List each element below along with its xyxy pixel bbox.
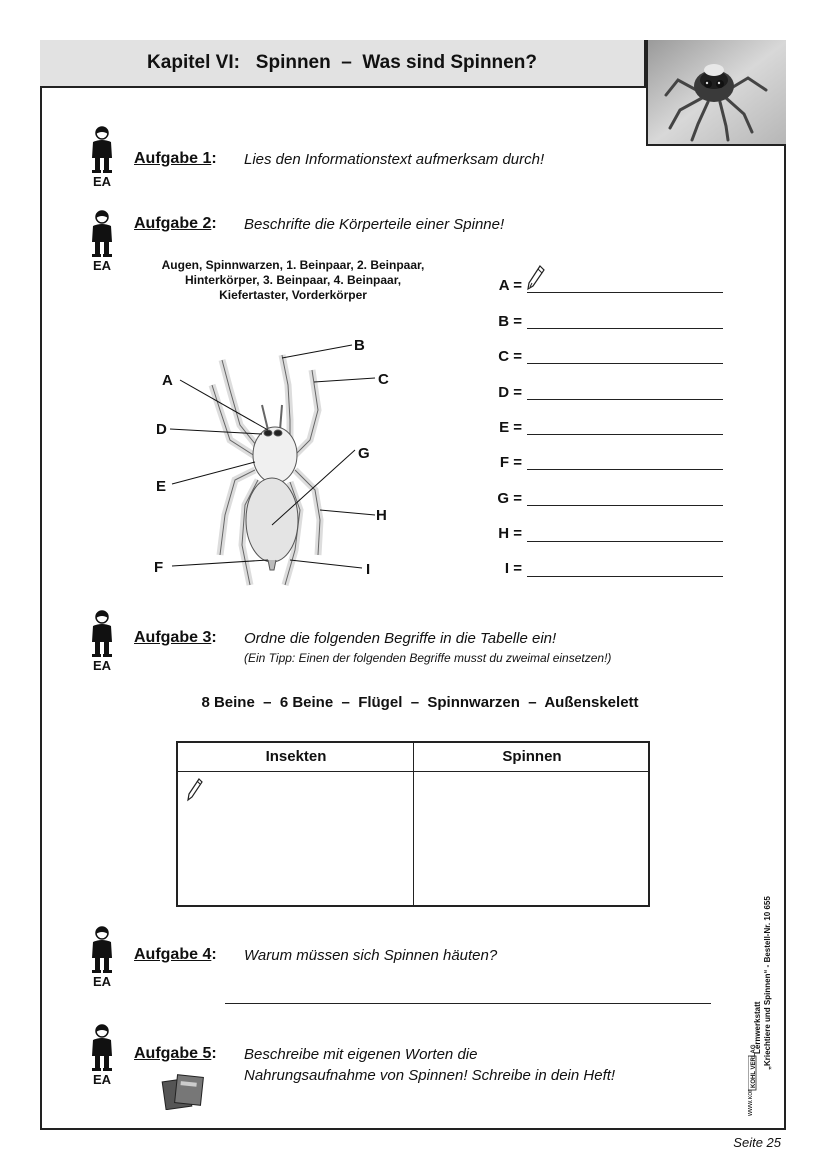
task-5-title: Aufgabe 5: [134, 1045, 217, 1062]
diagram-label-f: F [154, 559, 164, 576]
answer-row-a: A = [498, 277, 522, 294]
answer-line-f[interactable] [527, 469, 723, 470]
ea-person-icon [82, 1024, 122, 1090]
answer-line-i[interactable] [527, 576, 723, 577]
sort-terms: 8 Beine – 6 Beine – Flügel – Spinnwarzen – Außenskelett [201, 694, 639, 711]
task-4-title: Aufgabe 4: [134, 946, 217, 963]
page-number: Seite 25 [733, 1135, 781, 1150]
ea-badge: EA [92, 658, 112, 673]
diagram-label-b: B [354, 337, 365, 354]
table-cell-insekten[interactable] [180, 773, 412, 905]
task-4-answer-line[interactable] [225, 1003, 711, 1004]
spider-diagram [150, 330, 400, 600]
spider-photo [646, 40, 786, 146]
diagram-label-i: I [366, 561, 371, 578]
footer-lernwerkstatt: Lernwerkstatt [753, 1001, 762, 1054]
task-3-tip: (Ein Tipp: Einen der folgenden Begriffe musst du zweimal einsetzen!) [244, 651, 612, 665]
answer-row-g: G = [497, 490, 522, 507]
page-title-bar [40, 40, 646, 88]
answer-row-h: H = [498, 525, 522, 542]
answer-row-f: F = [499, 454, 522, 471]
task-3-text: Ordne die folgenden Begriffe in die Tabelle ein! [244, 630, 557, 647]
table-cell-spinnen[interactable] [416, 773, 648, 905]
table-header-spinnen: Spinnen [502, 748, 562, 765]
diagram-label-g: G [358, 445, 370, 462]
ea-badge: EA [92, 174, 112, 189]
task-5-text: Beschreibe mit eigenen Worten die [244, 1046, 478, 1063]
table-divider [413, 743, 414, 905]
ea-badge: EA [92, 974, 112, 989]
task-2-text: Beschrifte die Körperteile einer Spinne! [244, 216, 505, 233]
body-parts-word-bank: Augen, Spinnwarzen, 1. Beinpaar, 2. Beinpaar, Hinterkörper, 3. Beinpaar, 4. Beinpaar, Kiefertaster, Vorderkörper [161, 258, 425, 302]
diagram-label-d: D [156, 421, 167, 438]
diagram-label-h: H [376, 507, 387, 524]
pencil-icon [526, 264, 546, 292]
answer-line-g[interactable] [527, 505, 723, 506]
diagram-label-e: E [156, 478, 167, 495]
ea-person-icon [82, 610, 122, 676]
ea-person-icon [82, 126, 122, 192]
answer-line-d[interactable] [527, 399, 723, 400]
task-1-title: Aufgabe 1: [134, 150, 217, 167]
pencil-icon [186, 777, 204, 803]
ea-person-icon [82, 210, 122, 276]
diagram-label-a: A [162, 372, 173, 389]
answer-line-h[interactable] [527, 541, 723, 542]
ea-badge: EA [92, 258, 112, 273]
table-header-insekten: Insekten [265, 748, 327, 765]
answer-line-a[interactable] [527, 292, 723, 293]
task-2-title: Aufgabe 2: [134, 215, 217, 232]
answer-row-i: I = [504, 560, 522, 577]
task-4-text: Warum müssen sich Spinnen häuten? [244, 947, 498, 964]
answer-line-c[interactable] [527, 363, 723, 364]
answer-row-c: C = [498, 348, 522, 365]
publisher-footer [748, 820, 782, 1120]
notebook-icon [160, 1074, 206, 1110]
sorting-table [176, 741, 650, 907]
task-1-text: Lies den Informationstext aufmerksam durch! [244, 151, 545, 168]
task-3-title: Aufgabe 3: [134, 629, 217, 646]
page-title: Kapitel VI: Spinnen – Was sind Spinnen? [147, 52, 537, 73]
answer-line-b[interactable] [527, 328, 723, 329]
answer-line-e[interactable] [527, 434, 723, 435]
answer-row-b: B = [498, 313, 522, 330]
ea-person-icon [82, 926, 122, 992]
task-5-text-2: Nahrungsaufnahme von Spinnen! Schreibe in dein Heft! [244, 1067, 616, 1084]
ea-badge: EA [92, 1072, 112, 1087]
answer-row-d: D = [498, 384, 522, 401]
footer-order-number: „Kriechtiere und Spinnen“ - Bestell-Nr. 10 655 [763, 896, 772, 1070]
footer-logo: KOHL VERLAG [751, 1044, 757, 1088]
answer-row-e: E = [499, 419, 522, 436]
diagram-label-c: C [378, 371, 389, 388]
